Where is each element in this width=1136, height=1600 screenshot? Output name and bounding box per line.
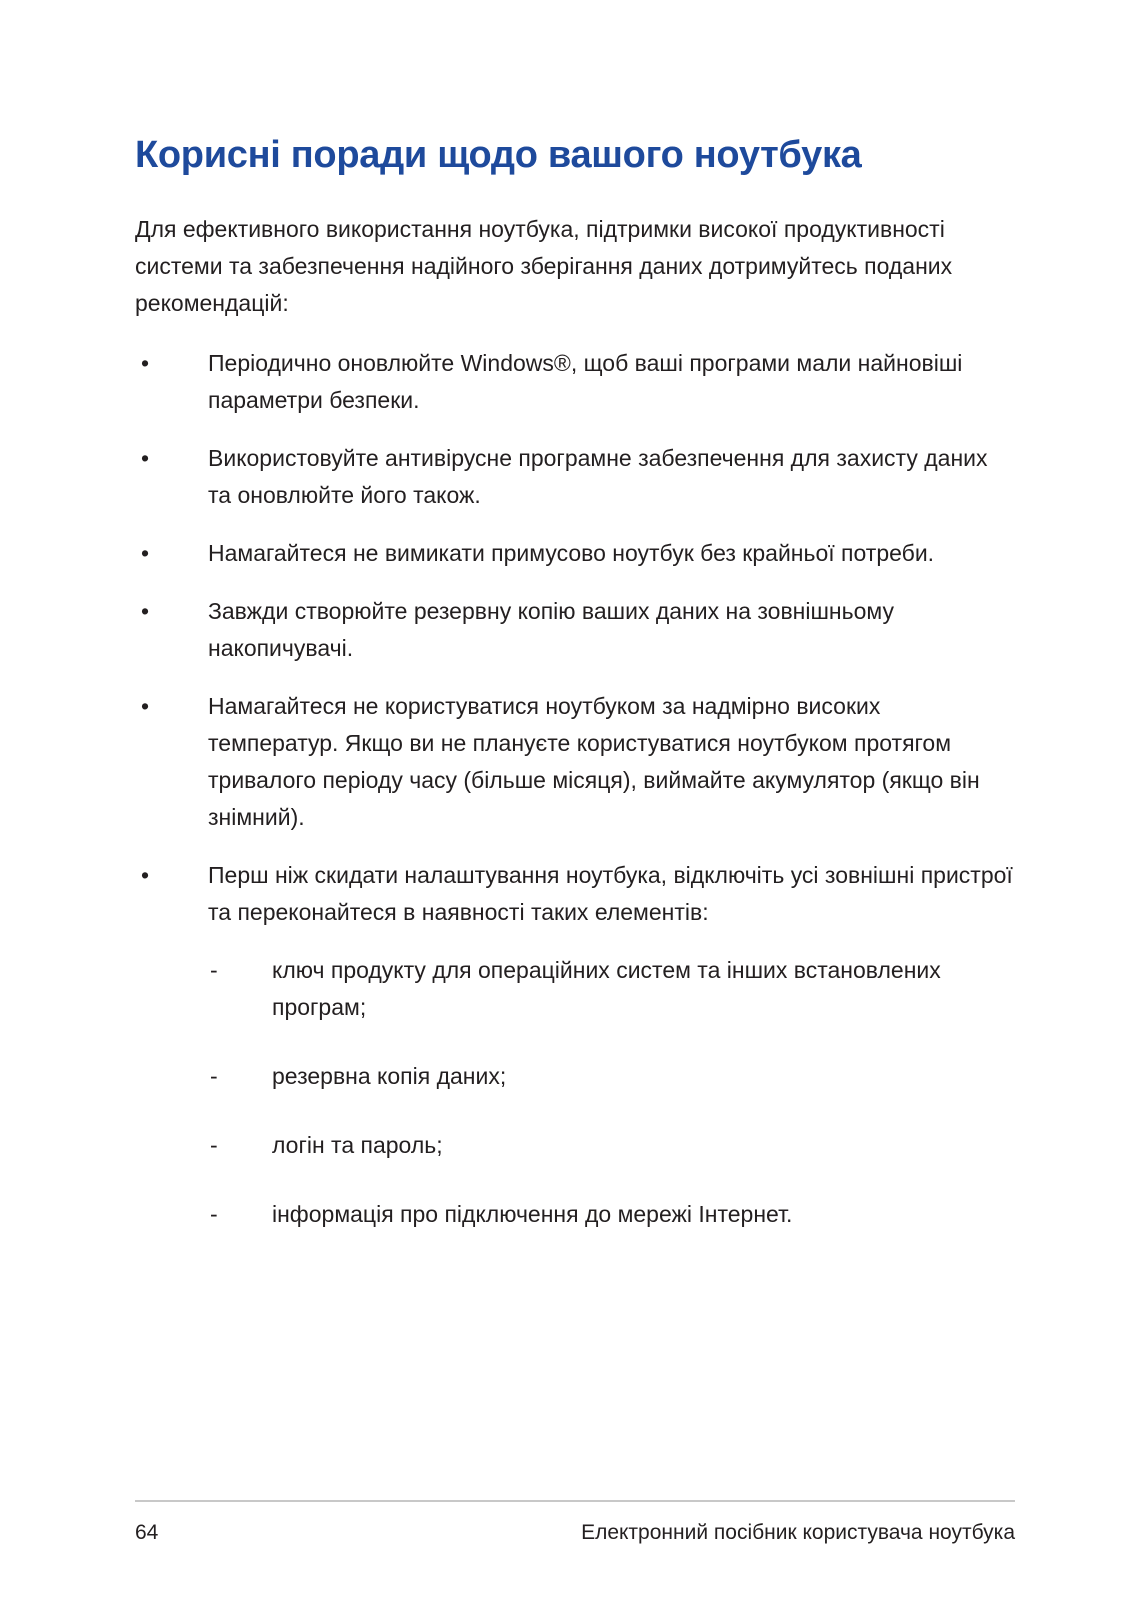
tips-list [135, 345, 1015, 1286]
sub-item-text: резервна копія даних; [272, 1063, 507, 1089]
tip-text: Завжди створюйте резервну копію ваших даних на зовнішньому накопичувачі. [208, 598, 894, 661]
sub-item-text: інформація про підключення до мережі Інтернет. [272, 1201, 793, 1227]
dash-icon: - [210, 957, 218, 983]
tip-item [135, 688, 1015, 836]
bullet-icon: • [141, 540, 150, 566]
bullet-icon: • [141, 445, 150, 471]
dash-icon: - [210, 1201, 218, 1227]
tip-item [135, 440, 1015, 514]
sub-item [208, 1127, 1015, 1164]
dash-icon: - [210, 1132, 218, 1158]
sub-item [208, 952, 1015, 1026]
tip-text: Перш ніж скидати налаштування ноутбука, відключіть усі зовнішні пристрої та переконайтеся в наявності таких елементів: [208, 862, 1013, 925]
bullet-icon: • [141, 598, 150, 624]
tip-item [135, 593, 1015, 667]
footer-document-title: Електронний посібник користувача ноутбука [581, 1521, 1015, 1544]
tip-item [135, 345, 1015, 419]
tip-text: Періодично оновлюйте Windows®, щоб ваші програми мали найновіші параметри безпеки. [208, 350, 963, 413]
bullet-icon: • [141, 862, 150, 888]
sub-item-text: ключ продукту для операційних систем та інших встановлених програм; [272, 957, 941, 1020]
tip-text: Намагайтеся не користуватися ноутбуком за надмірно високих температур. Якщо ви не плануєте користуватися ноутбуком протягом тривалого періоду часу (більше місяця), виймайте акумулятор (якщо він знімний). [208, 693, 980, 830]
tip-text: Намагайтеся не вимикати примусово ноутбук без крайньої потреби. [208, 540, 935, 566]
tip-item [135, 857, 1015, 1265]
tip-text: Використовуйте антивірусне програмне забезпечення для захисту даних та оновлюйте його також. [208, 445, 988, 508]
page-title: Корисні поради щодо вашого ноутбука [135, 134, 862, 176]
page-number: 64 [135, 1521, 159, 1544]
footer-divider [135, 1500, 1015, 1502]
sub-item-text: логін та пароль; [272, 1132, 443, 1158]
intro-paragraph: Для ефективного використання ноутбука, підтримки високої продуктивності системи та забезпечення надійного зберігання даних дотримуйтесь поданих рекомендацій: [135, 216, 953, 316]
sub-list [208, 952, 1015, 1233]
tip-with-sublist [208, 857, 1015, 1265]
bullet-icon: • [141, 350, 150, 376]
tip-item [135, 535, 1015, 572]
sub-item [208, 1058, 1015, 1095]
sub-item [208, 1196, 1015, 1233]
bullet-icon: • [141, 693, 150, 719]
dash-icon: - [210, 1063, 218, 1089]
